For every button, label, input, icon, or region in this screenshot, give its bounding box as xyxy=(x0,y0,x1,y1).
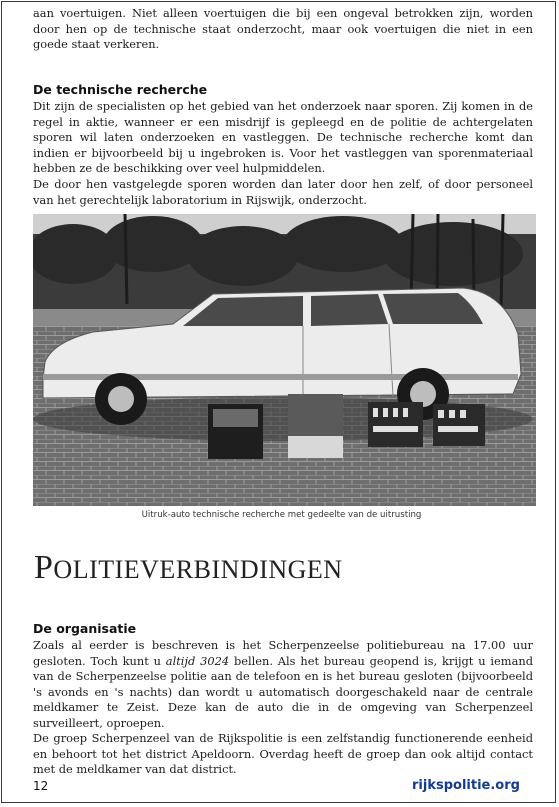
organisatie-phone-emphasis: altijd 3024 xyxy=(165,653,230,668)
technische-recherche-paragraph: Dit zijn de specialisten op het gebied van het onderzoek naar sporen. Zij komen in de regel in aktie, wanneer er een misdrijf is gepleegd en de politie de achtergelaten sporen wil laten onderzoeken en vastleggen. De technische recherche komt dan indien er bijvoorbeeld bij u ingebroken is. Voor het vastleggen van sporenmateriaal hebben ze de beschikking over veel hulpmiddelen. xyxy=(33,99,533,176)
section-heading-organisatie: De organisatie xyxy=(33,621,137,636)
document-page xyxy=(1,1,556,803)
chapter-title-initial: P xyxy=(34,549,54,586)
chapter-title xyxy=(34,550,343,588)
website-watermark[interactable]: rijkspolitie.org xyxy=(412,778,520,793)
section-heading-technische-recherche: De technische recherche xyxy=(33,82,208,97)
organisatie-paragraph xyxy=(33,638,533,732)
page-number: 12 xyxy=(33,779,49,793)
organisatie-text-before: Zoals al eerder is beschreven is het Scherpenzeelse politiebureau na 17.00 uur gesloten. Toch kunt u xyxy=(33,638,533,668)
organisatie-text-after: bellen. Als het bureau geopend is, krijgt u iemand van de Scherpenzeelse politie aan de telefoon en is het bureau gesloten (bijvoorbeeld 's avonds en 's nachts) dan wordt u automatisch doorgeschakeld naar de centrale meldkamer te Zeist. Deze kan de auto die in de omgeving van Scherpenzeel surveilleert, oproepen. xyxy=(33,653,533,730)
laboratorium-paragraph: De door hen vastgelegde sporen worden dan later door hen zelf, of door personeel van het gerechtelijk laboratorium in Rijswijk, onderzocht. xyxy=(33,177,533,207)
photo-uitruk-auto xyxy=(33,214,536,506)
chapter-title-rest: OLITIEVERBINDINGEN xyxy=(53,555,343,584)
photo-caption: Uitruk-auto technische recherche met gedeelte van de uitrusting xyxy=(141,510,422,520)
intro-paragraph: aan voertuigen. Niet alleen voertuigen die bij een ongeval betrokken zijn, worden door hen op de technische staat onderzocht, maar ook voertuigen die niet in een goede staat verkeren. xyxy=(33,6,533,52)
district-paragraph: De groep Scherpenzeel van de Rijkspolitie is een zelfstandig functionerende eenheid en behoort tot het district Apeldoorn. Overdag heeft de groep dan ook altijd contact met de meldkamer van dat district. xyxy=(33,731,533,777)
car-photo-illustration xyxy=(33,214,536,506)
